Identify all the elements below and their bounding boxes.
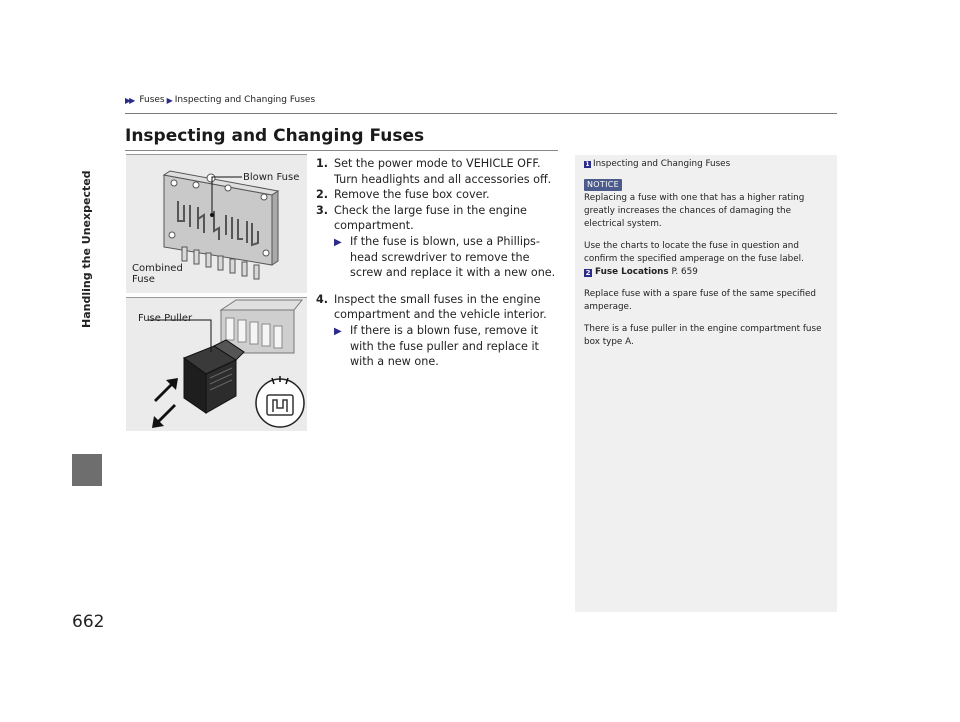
substep-arrow-icon: ▶: [334, 325, 342, 337]
step-3-substep: [334, 234, 561, 281]
note-paragraph-3: There is a fuse puller in the engine compartment fuse box type A.: [584, 324, 822, 347]
substep-text: If there is a blown fuse, remove it with the fuse puller and replace it with a new one.: [350, 323, 539, 369]
side-tab-marker: [72, 454, 102, 486]
title-divider: [125, 150, 558, 151]
step-3: [316, 203, 561, 281]
blown-fuse-label: Blown Fuse: [243, 172, 300, 183]
step-text: Remove the fuse box cover.: [334, 188, 490, 202]
breadcrumb: [125, 95, 315, 105]
breadcrumb-fuses[interactable]: Fuses: [139, 95, 165, 105]
step-text: Check the large fuse in the engine compartment.: [334, 203, 527, 233]
step-number: 3.: [316, 203, 329, 217]
combined-fuse-label-line2: Fuse: [132, 274, 155, 285]
step-4-substep: [334, 323, 561, 370]
side-note-panel: [575, 155, 837, 612]
step-text: Inspect the small fuses in the engine compartment and the vehicle interior.: [334, 292, 547, 322]
fuse-box-figure: [126, 154, 307, 293]
substep-arrow-icon: ▶: [334, 236, 342, 248]
reference-icon: 2: [585, 269, 591, 277]
breadcrumb-current[interactable]: Inspecting and Changing Fuses: [174, 95, 316, 105]
notice-badge: NOTICE: [584, 179, 622, 191]
fuse-puller-figure: [126, 297, 307, 431]
step-number: 2.: [316, 188, 329, 202]
instruction-steps: [316, 156, 561, 370]
note-paragraph-2: Replace fuse with a spare fuse of the same specified amperage.: [584, 289, 817, 312]
step-number: 4.: [316, 292, 329, 306]
cross-reference[interactable]: [584, 266, 832, 279]
double-arrow-icon: ▶▶: [125, 95, 134, 105]
fuse-puller-label: Fuse Puller: [138, 313, 193, 324]
note-marker-icon: 1: [585, 161, 590, 168]
note-heading: [584, 158, 832, 171]
arrow-icon: ▶: [166, 95, 173, 105]
reference-title[interactable]: Fuse Locations: [595, 267, 669, 277]
step-2: [316, 187, 561, 203]
side-tab-label[interactable]: Handling the Unexpected: [80, 170, 93, 328]
step-1: [316, 156, 561, 187]
reference-page[interactable]: P. 659: [671, 267, 698, 277]
note-heading-text: Inspecting and Changing Fuses: [593, 159, 731, 169]
header-divider: [125, 113, 837, 114]
note-paragraph-1: Use the charts to locate the fuse in question and confirm the specified amperage on the fuse label.: [584, 241, 804, 264]
step-number: 1.: [316, 157, 329, 170]
combined-fuse-label-line1: Combined: [132, 263, 183, 274]
step-text: Set the power mode to VEHICLE OFF. Turn headlights and all accessories off.: [334, 157, 552, 186]
page-title: Inspecting and Changing Fuses: [125, 126, 425, 146]
page-number: 662: [72, 612, 105, 632]
step-4: [316, 292, 561, 370]
notice-text: Replacing a fuse with one that has a higher rating greatly increases the chances of damaging the electrical system.: [584, 193, 805, 229]
substep-text: If the fuse is blown, use a Phillips-head screwdriver to remove the screw and replace it with a new one.: [350, 234, 556, 280]
